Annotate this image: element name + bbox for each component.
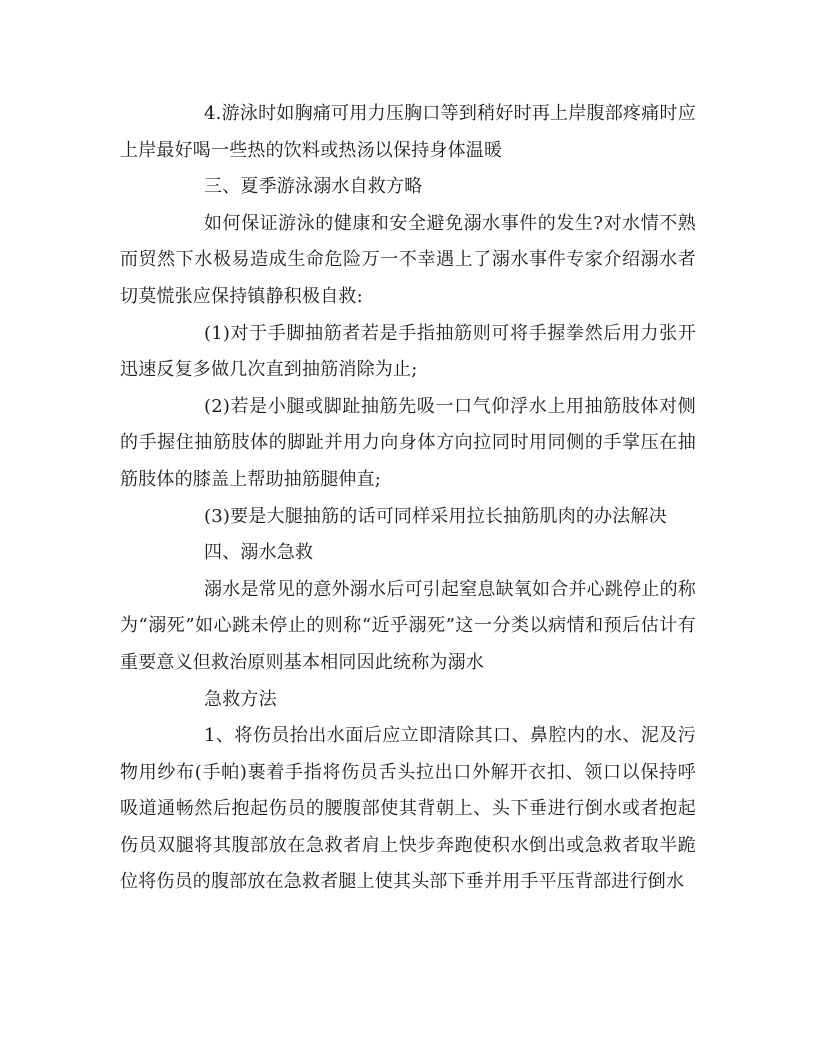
paragraph-finger-cramp: (1)对于手脚抽筋者若是手指抽筋则可将手握拳然后用力张开迅速反复多做几次直到抽筋消除为止; — [120, 322, 696, 381]
document-body — [120, 96, 696, 901]
section-heading-drowning-first-aid: 四、溺水急救 — [204, 542, 314, 564]
section-heading-self-rescue: 三、夏季游泳溺水自救方略 — [204, 176, 423, 198]
paragraph-thigh-cramp: (3)要是大腿抽筋的话可同样采用拉长抽筋肌肉的办法解决 — [204, 505, 667, 527]
paragraph-drowning-definition: 溺水是常见的意外溺水后可引起窒息缺氧如合并心跳停止的称为“溺死”如心跳未停止的则称“近乎溺死”这一分类以病情和预后估计有重要意义但救治原则基本相同因此统称为溺水 — [120, 578, 696, 673]
subheading-first-aid-methods: 急救方法 — [204, 688, 277, 710]
paragraph-chest-pain-tip: 4.游泳时如胸痛可用力压胸口等到稍好时再上岸腹部疼痛时应上岸最好喝一些热的饮料或热汤以保持身体温暖 — [120, 103, 696, 161]
paragraph-self-rescue-intro: 如何保证游泳的健康和安全避免溺水事件的发生?对水情不熟而贸然下水极易造成生命危险万一不幸遇上了溺水事件专家介绍溺水者切莫慌张应保持镇静积极自救: — [120, 212, 696, 307]
paragraph-first-aid-step-1: 1、将伤员抬出水面后应立即清除其口、鼻腔内的水、泥及污物用纱布(手帕)裹着手指将伤员舌头拉出口外解开衣扣、领口以保持呼吸道通畅然后抱起伤员的腰腹部使其背朝上、头下垂进行倒水或者抱起伤员双腿将其腹部放在急救者肩上快步奔跑使积水倒出或急救者取半跪位将伤员的腹部放在急救者腿上使其头部下垂并用手平压背部进行倒水 — [120, 725, 696, 893]
paragraph-calf-cramp: (2)若是小腿或脚趾抽筋先吸一口气仰浮水上用抽筋肢体对侧的手握住抽筋肢体的脚趾并用力向身体方向拉同时用同侧的手掌压在抽筋肢体的膝盖上帮助抽筋腿伸直; — [120, 395, 696, 490]
